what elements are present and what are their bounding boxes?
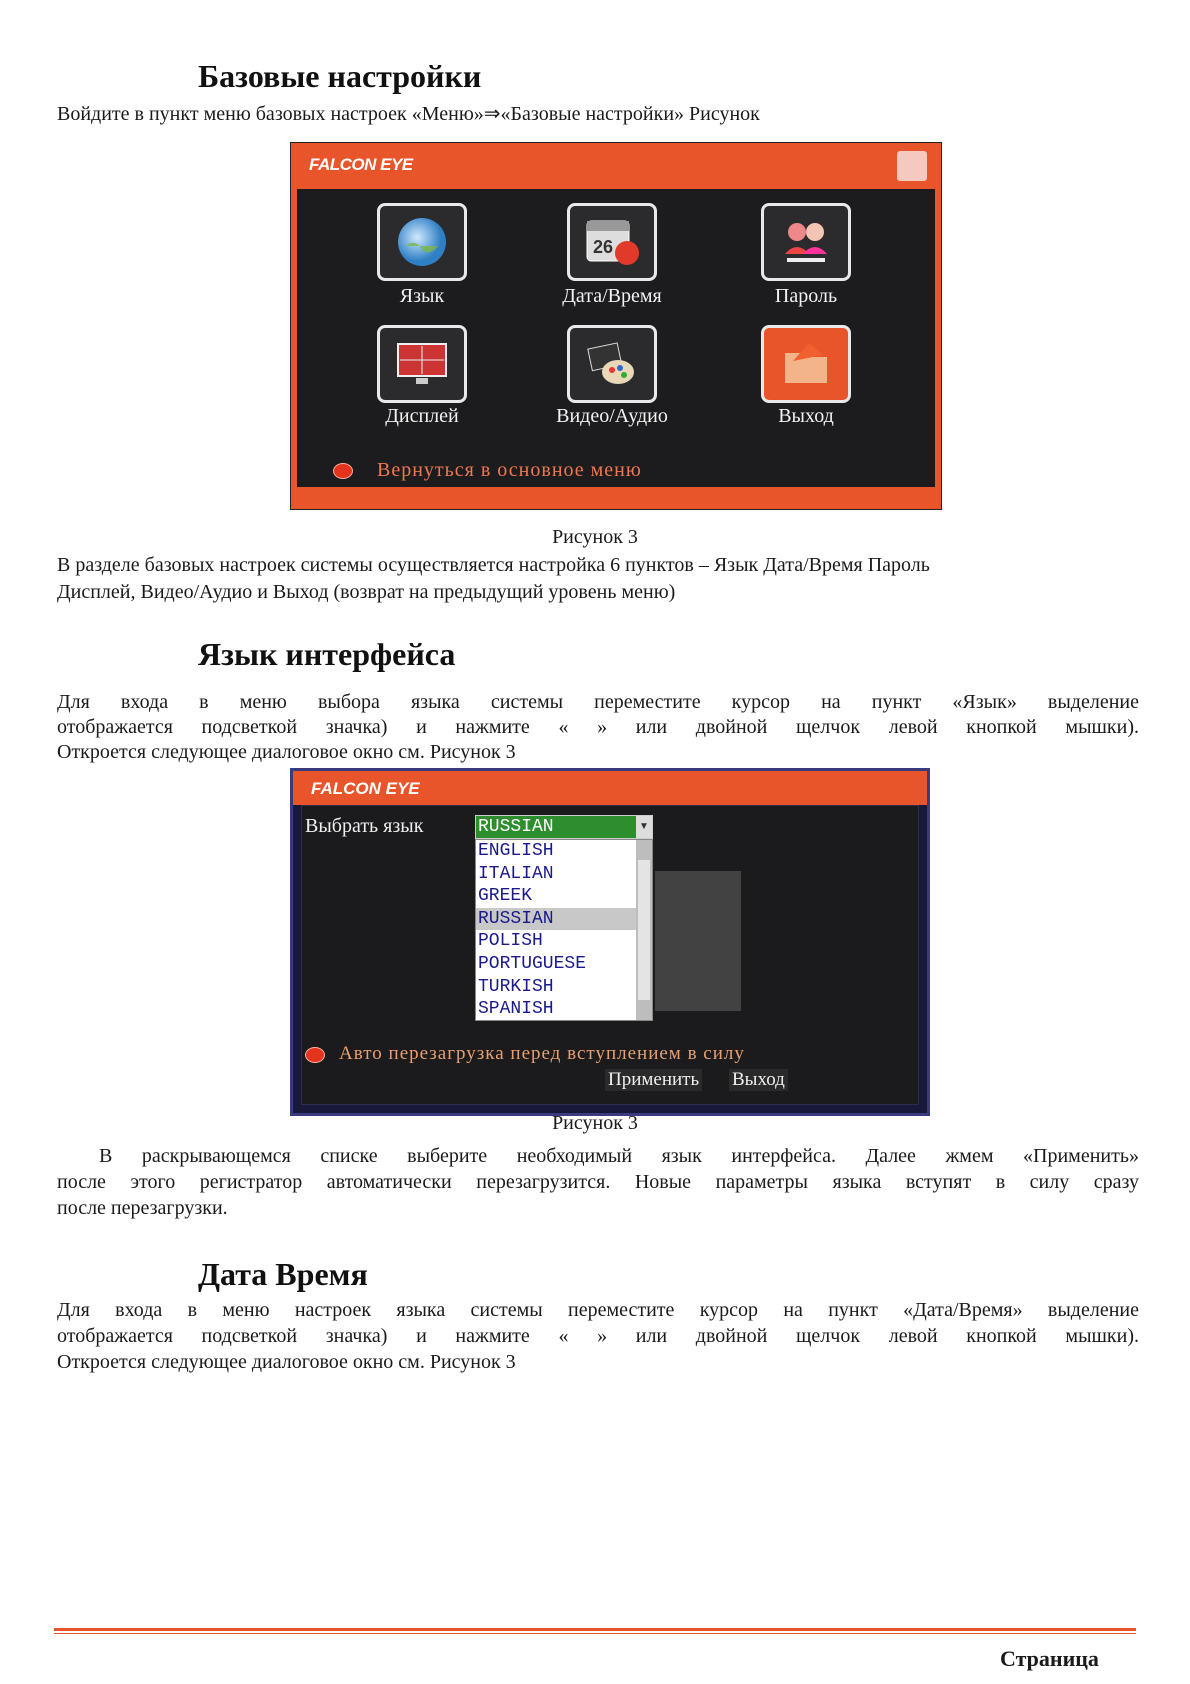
section2-para-line2: отображается подсветкой значка) и нажмите « » или двойной щелчок левой кнопкой мышки).: [57, 716, 1139, 738]
background-image-ghost: [655, 871, 741, 1011]
section-title-basic-settings: Базовые настройки: [198, 58, 482, 94]
section-title-date-time: Дата Время: [198, 1256, 368, 1292]
tile-label-datetime: Дата/Время: [562, 285, 662, 307]
auto-reboot-note: [305, 1043, 745, 1065]
language-select-value: RUSSIAN: [478, 817, 554, 837]
back-to-main-menu-label: Вернуться в основное меню: [377, 459, 642, 481]
page-label: Страница: [1000, 1646, 1099, 1671]
tile-label-video-audio: Видео/Аудио: [556, 405, 668, 427]
section3-para-line1: Для входа в меню настроек языка системы переместите курсор на пункт «Дата/Время» выделение: [57, 1299, 1139, 1321]
scrollbar-thumb[interactable]: [638, 860, 650, 1000]
section3-para-line3: Откроется следующее диалоговое окно см. Рисунок 3: [57, 1351, 516, 1373]
language-option[interactable]: TURKISH: [478, 976, 554, 997]
language-option[interactable]: ITALIAN: [478, 863, 554, 884]
tile-label-password: Пароль: [774, 285, 838, 307]
language-option[interactable]: SPANISH: [478, 999, 554, 1020]
section3-para-line2: отображается подсветкой значка) и нажмите « » или двойной щелчок левой кнопкой мышки).: [57, 1325, 1139, 1347]
auto-reboot-note-text: Авто перезагрузка перед вступлением в силу: [339, 1043, 745, 1064]
section2-after-line1: В раскрывающемся списке выберите необходимый язык интерфейса. Далее жмем «Применить»: [99, 1145, 1139, 1167]
dropdown-scrollbar[interactable]: [636, 840, 652, 1020]
language-select[interactable]: [475, 815, 653, 839]
language-option[interactable]: PORTUGUESE: [478, 953, 587, 974]
section2-para-line1: Для входа в меню выбора языка системы переместите курсор на пункт «Язык» выделение: [57, 691, 1139, 713]
language-dialog-screenshot: [290, 768, 930, 1116]
dialog-titlebar: [293, 771, 927, 805]
footer-rule: [54, 1628, 1136, 1631]
footer-rule-thin: [54, 1633, 1136, 1634]
figure-caption-1: Рисунок 3: [552, 526, 638, 548]
menu-panel: [297, 189, 935, 487]
datetime-tile[interactable]: [567, 203, 657, 281]
chevron-down-icon[interactable]: ▼: [636, 816, 652, 838]
display-tile[interactable]: [377, 325, 467, 403]
brand-logo: FALCON EYE: [311, 779, 420, 798]
tile-label-display: Дисплей: [385, 405, 459, 427]
globe-icon: [396, 216, 448, 268]
video-audio-tile[interactable]: [567, 325, 657, 403]
users-key-icon: [779, 216, 833, 268]
language-option[interactable]: GREEK: [478, 886, 533, 907]
calendar-clock-icon: [583, 215, 641, 269]
tile-label-language: Язык: [399, 285, 445, 307]
language-dropdown-list[interactable]: [475, 839, 653, 1021]
apply-button[interactable]: Применить: [605, 1069, 702, 1091]
red-dot-icon: [305, 1047, 325, 1063]
monitor-icon: [394, 340, 450, 388]
section2-after-line2: после этого регистратор автоматически перезагрузится. Новые параметры языка вступят в силу сразу: [57, 1171, 1139, 1193]
exit-button[interactable]: Выход: [729, 1069, 788, 1091]
tile-label-exit: Выход: [778, 405, 834, 427]
section2-after-line3: после перезагрузки.: [57, 1197, 228, 1219]
section2-para-line3: Откроется следующее диалоговое окно см. Рисунок 3: [57, 741, 516, 763]
language-option-highlighted[interactable]: RUSSIAN: [476, 908, 652, 931]
red-dot-icon: [333, 463, 353, 479]
basic-settings-screenshot: [290, 142, 942, 510]
back-to-main-menu[interactable]: [333, 459, 642, 482]
language-option[interactable]: POLISH: [478, 931, 543, 952]
brand-logo: FALCON EYE: [309, 155, 413, 174]
language-option[interactable]: ENGLISH: [478, 841, 554, 861]
section-title-interface-language: Язык интерфейса: [198, 636, 456, 672]
language-tile[interactable]: [377, 203, 467, 281]
figure-caption-2: Рисунок 3: [552, 1112, 638, 1134]
film-palette-icon: [584, 338, 640, 390]
select-language-label: Выбрать язык: [305, 815, 424, 837]
corner-logo-icon: [897, 151, 927, 181]
section1-desc-line1: В разделе базовых настроек системы осуществляется настройка 6 пунктов – Язык Дата/Время Пароль: [57, 554, 930, 576]
section1-desc-line2: Дисплей, Видео/Аудио и Выход (возврат на предыдущий уровень меню): [57, 581, 676, 603]
calendar-day: 26: [593, 237, 614, 257]
exit-tile[interactable]: [761, 325, 851, 403]
password-tile[interactable]: [761, 203, 851, 281]
section1-intro: Войдите в пункт меню базовых настроек «Меню»⇒«Базовые настройки» Рисунок: [57, 103, 760, 125]
folder-exit-icon: [779, 339, 833, 389]
